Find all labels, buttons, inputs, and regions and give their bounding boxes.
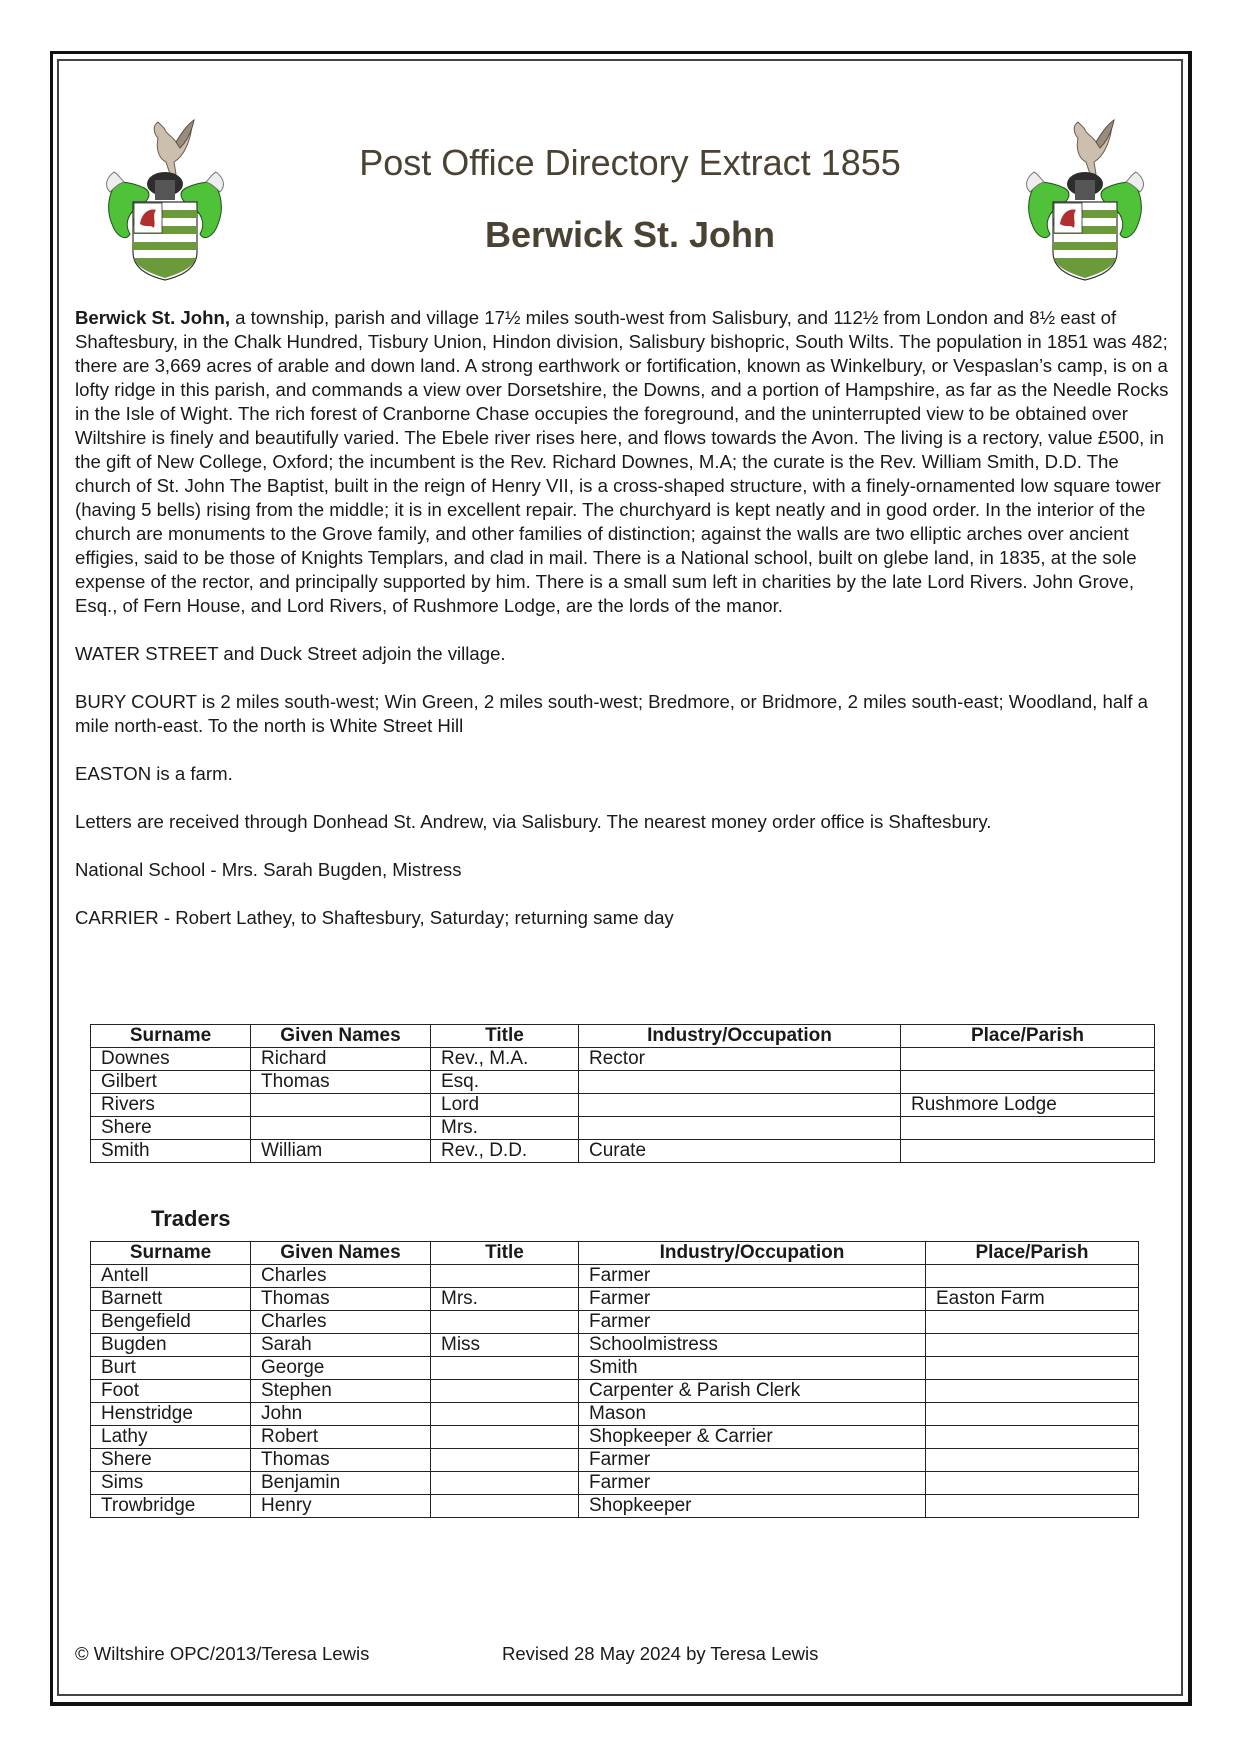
- cell-given-names: Benjamin: [251, 1472, 431, 1495]
- cell-title: [431, 1495, 579, 1518]
- cell-title: Miss: [431, 1334, 579, 1357]
- table-row: [91, 1140, 1155, 1163]
- paragraph-school: National School - Mrs. Sarah Bugden, Mistress: [75, 859, 462, 880]
- cell-title: [431, 1311, 579, 1334]
- cell-occupation: [579, 1071, 901, 1094]
- cell-given-names: William: [251, 1140, 431, 1163]
- cell-surname: Bengefield: [91, 1311, 251, 1334]
- cell-occupation: Schoolmistress: [579, 1334, 926, 1357]
- cell-surname: Trowbridge: [91, 1495, 251, 1518]
- cell-occupation: [579, 1117, 901, 1140]
- cell-place: [926, 1380, 1139, 1403]
- intro-body: a township, parish and village 17½ miles south-west from Salisbury, and 112½ from London and 8½ east of Shaftesbury, in the Chalk Hundred, Tisbury Union, Hindon division, Salisbury bishopric, South Wilts. The population in 1851 was 482; there are 3,669 acres of arable and down land. A strong earthwork or fortification, known as Winkelbury, or Vespaslan’s camp, is on a lofty ridge in this parish, and commands a view over Dorsetshire, the Downs, and a portion of Hampshire, as far as the Needle Rocks in the Isle of Wight. The rich forest of Cranborne Chase occupies the foreground, and the uninterrupted view to be obtained over Wiltshire is finely and beautifully varied. The Ebele river rises here, and flows towards the Avon. The living is a rectory, value £500, in the gift of New College, Oxford; the incumbent is the Rev. Richard Downes, M.A; the curate is the Rev. William Smith, D.D. The church of St. John The Baptist, built in the reign of Henry VII, is a cross-shaped structure, with a finely-ornamented low square tower (having 5 bells) rising from the middle; it is in excellent repair. The churchyard is kept neatly and in good order. In the interior of the church are monuments to the Grove family, and other families of distinction; against the walls are two elliptic arches over ancient effigies, said to be those of Knights Templars, and clad in mail. There is a National school, built on glebe land, in 1835, at the sole expense of the rector, and principally supported by him. There is a small sum left in charities by the late Lord Rivers. John Grove, Esq., of Fern House, and Lord Rivers, of Rushmore Lodge, are the lords of the manor.: [75, 307, 1169, 616]
- cell-given-names: Thomas: [251, 1449, 431, 1472]
- cell-title: Mrs.: [431, 1288, 579, 1311]
- cell-title: Esq.: [431, 1071, 579, 1094]
- cell-given-names: Charles: [251, 1311, 431, 1334]
- paragraph-streets: WATER STREET and Duck Street adjoin the village.: [75, 643, 506, 664]
- cell-surname: Foot: [91, 1380, 251, 1403]
- cell-place: [926, 1449, 1139, 1472]
- cell-place: Easton Farm: [926, 1288, 1139, 1311]
- cell-given-names: George: [251, 1357, 431, 1380]
- cell-place: Rushmore Lodge: [901, 1094, 1155, 1117]
- cell-occupation: Curate: [579, 1140, 901, 1163]
- table-row: [91, 1472, 1139, 1495]
- cell-given-names: Richard: [251, 1048, 431, 1071]
- cell-title: [431, 1426, 579, 1449]
- table-row: [91, 1117, 1155, 1140]
- column-header: Industry/Occupation: [579, 1242, 926, 1265]
- table-row: [91, 1311, 1139, 1334]
- cell-surname: Shere: [91, 1117, 251, 1140]
- table-row: [91, 1426, 1139, 1449]
- cell-title: [431, 1472, 579, 1495]
- traders-heading: Traders: [151, 1206, 231, 1231]
- cell-surname: Rivers: [91, 1094, 251, 1117]
- cell-given-names: [251, 1117, 431, 1140]
- copyright-notice: © Wiltshire OPC/2013/Teresa Lewis: [75, 1643, 370, 1664]
- cell-place: [901, 1117, 1155, 1140]
- cell-occupation: Shopkeeper: [579, 1495, 926, 1518]
- cell-place: [926, 1311, 1139, 1334]
- table-row: [91, 1288, 1139, 1311]
- cell-surname: Henstridge: [91, 1403, 251, 1426]
- cell-occupation: Carpenter & Parish Clerk: [579, 1380, 926, 1403]
- cell-occupation: Farmer: [579, 1472, 926, 1495]
- cell-title: Mrs.: [431, 1117, 579, 1140]
- column-header: Given Names: [251, 1025, 431, 1048]
- cell-title: Lord: [431, 1094, 579, 1117]
- document-title: Post Office Directory Extract 1855: [359, 142, 901, 183]
- cell-given-names: [251, 1094, 431, 1117]
- cell-occupation: Mason: [579, 1403, 926, 1426]
- cell-surname: Barnett: [91, 1288, 251, 1311]
- cell-given-names: Thomas: [251, 1288, 431, 1311]
- revision-note: Revised 28 May 2024 by Teresa Lewis: [502, 1643, 819, 1664]
- cell-title: [431, 1357, 579, 1380]
- table-header-row: [91, 1025, 1155, 1048]
- column-header: Title: [431, 1025, 579, 1048]
- column-header: Title: [431, 1242, 579, 1265]
- paragraph-carrier: CARRIER - Robert Lathey, to Shaftesbury, Saturday; returning same day: [75, 907, 674, 928]
- table-row: [91, 1357, 1139, 1380]
- cell-place: [926, 1403, 1139, 1426]
- table-row: [91, 1380, 1139, 1403]
- paragraph-hamlets: BURY COURT is 2 miles south-west; Win Green, 2 miles south-west; Bredmore, or Bridmore, 2 miles south-east; Woodland, half a mile north-east. To the north is White Street Hill: [75, 691, 1148, 736]
- cell-title: [431, 1380, 579, 1403]
- cell-title: [431, 1449, 579, 1472]
- cell-given-names: Stephen: [251, 1380, 431, 1403]
- table-row: [91, 1094, 1155, 1117]
- cell-given-names: Sarah: [251, 1334, 431, 1357]
- cell-given-names: Robert: [251, 1426, 431, 1449]
- cell-occupation: Farmer: [579, 1311, 926, 1334]
- column-header: Place/Parish: [926, 1242, 1139, 1265]
- table-row: [91, 1495, 1139, 1518]
- paragraph-letters: Letters are received through Donhead St. Andrew, via Salisbury. The nearest money order office is Shaftesbury.: [75, 811, 992, 832]
- table-row: [91, 1048, 1155, 1071]
- cell-place: [926, 1472, 1139, 1495]
- cell-surname: Downes: [91, 1048, 251, 1071]
- cell-place: [926, 1334, 1139, 1357]
- traders-table: [90, 1241, 1139, 1518]
- cell-occupation: Shopkeeper & Carrier: [579, 1426, 926, 1449]
- cell-given-names: Charles: [251, 1265, 431, 1288]
- cell-occupation: Farmer: [579, 1449, 926, 1472]
- table-row: [91, 1449, 1139, 1472]
- cell-surname: Smith: [91, 1140, 251, 1163]
- cell-surname: Gilbert: [91, 1071, 251, 1094]
- cell-surname: Burt: [91, 1357, 251, 1380]
- cell-occupation: Farmer: [579, 1288, 926, 1311]
- place-name-heading: Berwick St. John: [484, 214, 776, 255]
- cell-title: [431, 1403, 579, 1426]
- paragraph-easton: EASTON is a farm.: [75, 763, 233, 784]
- cell-surname: Lathy: [91, 1426, 251, 1449]
- residents-table: [90, 1024, 1155, 1163]
- column-header: Surname: [91, 1025, 251, 1048]
- cell-title: Rev., M.A.: [431, 1048, 579, 1071]
- cell-place: [926, 1265, 1139, 1288]
- cell-occupation: Rector: [579, 1048, 901, 1071]
- intro-lead: Berwick St. John,: [75, 307, 230, 328]
- cell-place: [901, 1140, 1155, 1163]
- cell-title: [431, 1265, 579, 1288]
- table-header-row: [91, 1242, 1139, 1265]
- directory-text: [75, 306, 1170, 954]
- cell-occupation: Farmer: [579, 1265, 926, 1288]
- table-row: [91, 1071, 1155, 1094]
- cell-occupation: Smith: [579, 1357, 926, 1380]
- cell-surname: Bugden: [91, 1334, 251, 1357]
- column-header: Place/Parish: [901, 1025, 1155, 1048]
- column-header: Surname: [91, 1242, 251, 1265]
- coat-of-arms-icon: [100, 112, 230, 282]
- coat-of-arms-icon: [1020, 112, 1150, 282]
- table-row: [91, 1334, 1139, 1357]
- cell-surname: Antell: [91, 1265, 251, 1288]
- cell-place: [901, 1048, 1155, 1071]
- cell-given-names: Thomas: [251, 1071, 431, 1094]
- table-row: [91, 1265, 1139, 1288]
- cell-surname: Shere: [91, 1449, 251, 1472]
- cell-place: [926, 1495, 1139, 1518]
- cell-given-names: John: [251, 1403, 431, 1426]
- cell-given-names: Henry: [251, 1495, 431, 1518]
- table-row: [91, 1403, 1139, 1426]
- cell-occupation: [579, 1094, 901, 1117]
- cell-place: [901, 1071, 1155, 1094]
- intro-paragraph: [75, 306, 1170, 618]
- cell-surname: Sims: [91, 1472, 251, 1495]
- column-header: Industry/Occupation: [579, 1025, 901, 1048]
- cell-title: Rev., D.D.: [431, 1140, 579, 1163]
- cell-place: [926, 1357, 1139, 1380]
- cell-place: [926, 1426, 1139, 1449]
- column-header: Given Names: [251, 1242, 431, 1265]
